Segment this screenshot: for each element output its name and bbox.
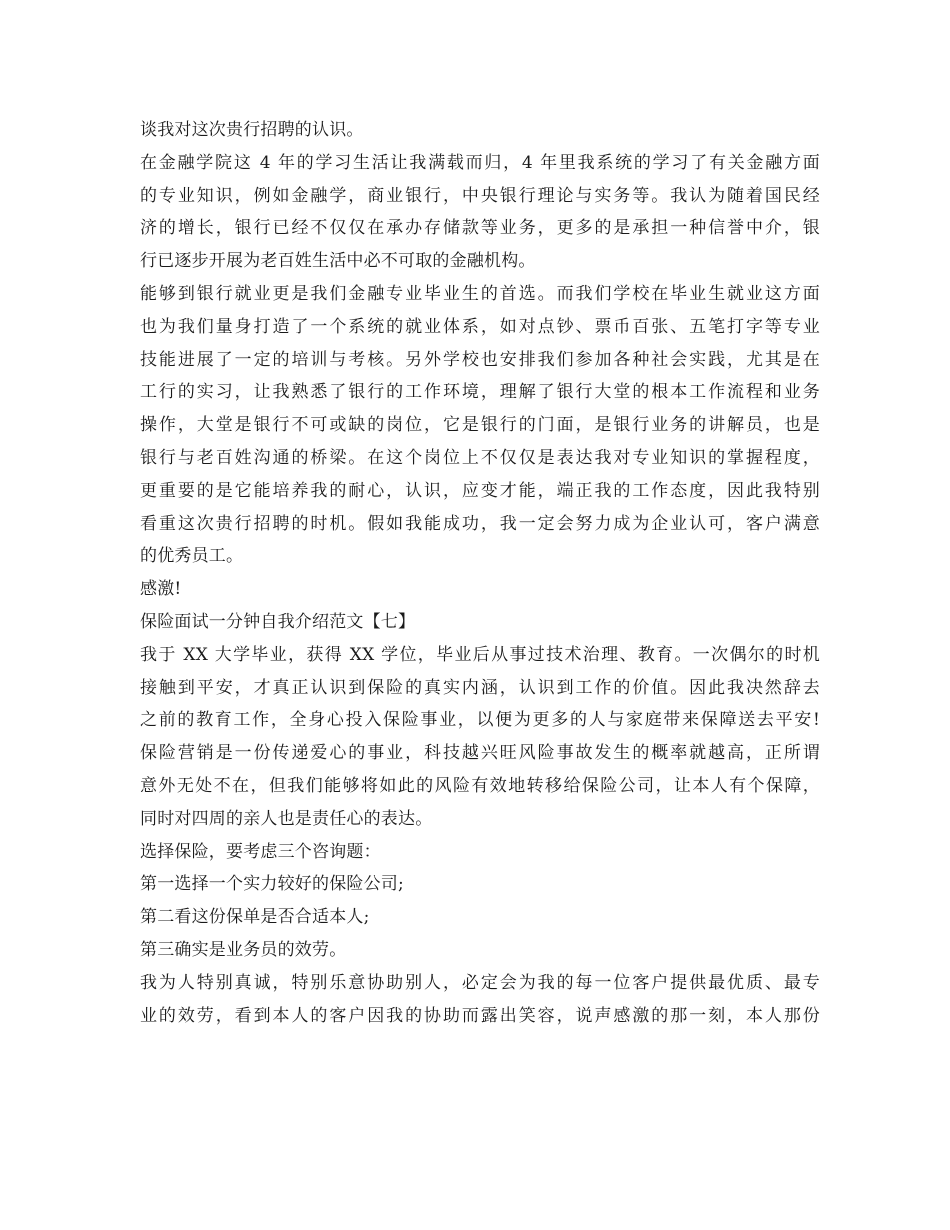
text-line: 感激! [140, 579, 182, 600]
text-line: 济的增长，银行已经不仅仅在承办存储款等业务，更多的是承担一种信誉中介，银 [140, 218, 820, 239]
text-line: 保险营销是一份传递爱心的事业，科技越兴旺风险事故发生的概率就越高，正所谓 [140, 743, 820, 764]
text-line: 操作，大堂是银行不可或缺的岗位，它是银行的门面，是银行业务的讲解员，也是 [140, 415, 820, 436]
text-line: 能够到银行就业更是我们金融专业毕业生的首选。而我们学校在毕业生就业这方面 [140, 283, 820, 304]
text-line: 在金融学院这 4 年的学习生活让我满载而归，4 年里我系统的学习了有关金融方面 [140, 152, 820, 173]
text-line: 的优秀员工。 [140, 546, 244, 567]
text-line: 我于 XX 大学毕业，获得 XX 学位，毕业后从事过技术治理、教育。一次偶尔的时机 [140, 644, 820, 665]
text-line: 第二看这份保单是否合适本人; [140, 907, 370, 928]
document-body [140, 114, 820, 1032]
text-line: 谈我对这次贵行招聘的认识。 [140, 120, 364, 140]
text-line: 同时对四周的亲人也是责任心的表达。 [140, 808, 433, 829]
text-line: 之前的教育工作，全身心投入保险事业，以便为更多的人与家庭带来保障送去平安! [140, 710, 820, 731]
text-line: 意外无处不在，但我们能够将如此的风险有效地转移给保险公司，让本人有个保障， [140, 775, 820, 796]
text-line: 看重这次贵行招聘的时机。假如我能成功，我一定会努力成为企业认可，客户满意 [140, 513, 820, 534]
text-line: 我为人特别真诚，特别乐意协助别人，必定会为我的每一位客户提供最优质、最专 [140, 972, 820, 993]
text-line: 的专业知识，例如金融学，商业银行，中央银行理论与实务等。我认为随着国民经 [140, 185, 820, 206]
text-line: 技能进展了一定的培训与考核。另外学校也安排我们参加各种社会实践，尤其是在 [140, 349, 820, 370]
text-line: 保险面试一分钟自我介绍范文【七】 [140, 611, 416, 632]
text-line: 选择保险，要考虑三个咨询题： [140, 841, 381, 862]
text-line: 也为我们量身打造了一个系统的就业体系，如对点钞、票币百张、五笔打字等专业 [140, 316, 820, 337]
text-line: 工行的实习，让我熟悉了银行的工作环境，理解了银行大堂的根本工作流程和业务 [140, 382, 820, 403]
text-line: 第一选择一个实力较好的保险公司; [140, 874, 404, 895]
text-line: 行已逐步开展为老百姓生活中必不可取的金融机构。 [140, 251, 536, 272]
text-line: 银行与老百姓沟通的桥梁。在这个岗位上不仅仅是表达我对专业知识的掌握程度， [140, 447, 820, 468]
text-line: 第三确实是业务员的效劳。 [140, 939, 347, 960]
text-line: 接触到平安，才真正认识到保险的真实内涵，认识到工作的价值。因此我决然辞去 [140, 677, 820, 698]
text-line: 更重要的是它能培养我的耐心，认识，应变才能，端正我的工作态度，因此我特别 [140, 480, 820, 501]
text-line: 业的效劳，看到本人的客户因我的协助而露出笑容，说声感激的那一刻，本人那份 [140, 1005, 820, 1026]
